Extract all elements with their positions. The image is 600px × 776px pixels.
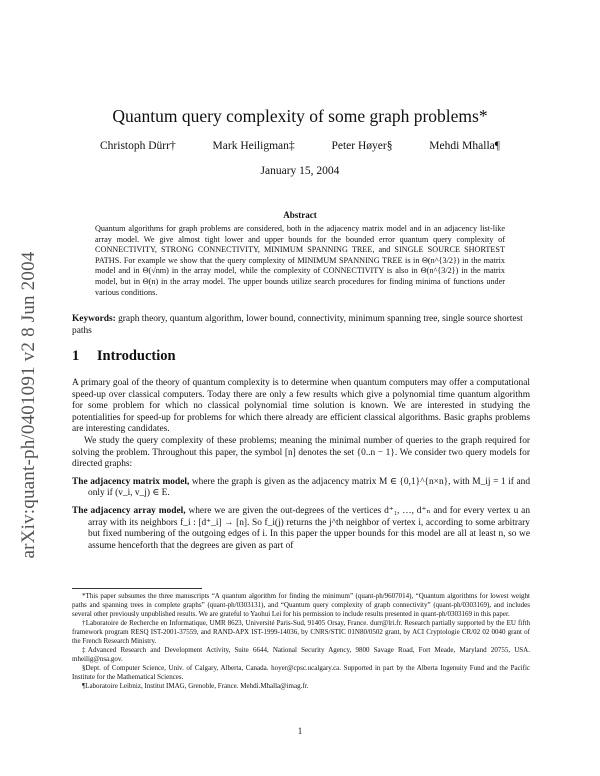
author-name: Mehdi Mhalla¶ [429, 140, 500, 152]
section-heading [72, 348, 176, 365]
paragraph: A primary goal of the theory of quantum complexity is to determine when quantum computers may offer a computational speed-up over classical computers. Today there are only a few results which give a polynomial time quantum algorithm for some problem for which no classical polynomial time solution is known. We are interested in studying the potentialities for speed-up for problems for which there already are efficient classical algorithms. Basic graphs problems are interesting candidates. [72, 378, 530, 435]
definition-label: The adjacency matrix model, [72, 476, 190, 487]
abstract-heading: Abstract [283, 210, 317, 220]
arxiv-side-label [8, 210, 50, 600]
footnote: †Laboratoire de Recherche en Informatique, UMR 8623, Université Paris-Sud, 91405 Orsay, France. durr@lri.fr. Research partially supported by the EU fifth framework program RESQ IST-2001-37559, and RAND-APX IST-1999-14036, by CNRS/STIC 01N80/0502 grant, by ACI Cryptologie CR/02 02 0040 grant of the French Research Ministry. [72, 619, 530, 645]
section-title: Introduction [96, 348, 176, 364]
footnote: §Dept. of Computer Science, Univ. of Calgary, Alberta, Canada. hoyer@cpsc.ucalgary.ca. Supported in part by the Alberta Ingenuity Fund and the Pacific Institute for the Mathematical Sciences. [72, 664, 530, 681]
footnote: ‡Advanced Research and Development Activity, Suite 6644, National Security Agency, 9800 Savage Road, Fort Meade, Maryland 20755, USA. mheilig@nsa.gov. [72, 646, 530, 663]
footnote: *This paper subsumes the three manuscripts “A quantum algorithm for finding the minimum” (quant-ph/9607014), “Quantum algorithms for lowest weight paths and spanning trees in complete graphs” (quant-ph/0303131), and “Quantum query complexity of graph connectivity” (quant-ph/0303169), and includes several other previously unpublished results. We are grateful to Yaohui Lei for his permission to include results presented in quant-ph/0303169 in this paper. [72, 592, 530, 618]
section-body [72, 378, 530, 552]
definition-matrix-model [72, 477, 530, 500]
arxiv-identifier: arXiv:quant-ph/0401091 v2 8 Jun 2004 [18, 251, 39, 559]
author-name: Mark Heiligman‡ [212, 140, 295, 152]
author-name: Christoph Dürr† [100, 140, 176, 152]
paper-title: Quantum query complexity of some graph problems* [112, 106, 488, 126]
definition-array-model [72, 506, 530, 552]
definition-text: where we are given the out-degrees of the vertices d⁺₁, …, d⁺ₙ and for every vertex u an array with its neighbors f_i : [d⁺_i] → [n]. So f_i(j) returns the j^th neighbor of vertex i, according to some arbitrary but fixed numbering of the outgoing edges of i. In this paper the upper bounds for this model are all at least n, so we assume henceforth that the degrees are given as part of [88, 505, 531, 551]
page-number: 1 [297, 726, 303, 736]
paragraph: We study the query complexity of these problems; meaning the minimal number of queries to the graph required for solving the problem. Throughout this paper, the symbol [n] denotes the set {0..n − 1}. We consider two query models for directed graphs: [72, 435, 530, 470]
keywords-text: graph theory, quantum algorithm, lower bound, connectivity, minimum spanning tree, single source shortest paths [72, 314, 523, 336]
author-list [100, 140, 500, 152]
footnote: ¶Laboratoire Leibniz, Institut IMAG, Grenoble, France. Mehdi.Mhalla@imag.fr. [82, 682, 309, 690]
definition-text: where the graph is given as the adjacency matrix M ∈ {0,1}^{n×n}, with M_ij = 1 if and only if (v_i, v_j) ∈ E. [88, 476, 531, 499]
author-name: Peter Høyer§ [331, 140, 393, 152]
keywords [72, 313, 530, 337]
section-number: 1 [72, 348, 80, 364]
footnote-rule [72, 588, 202, 589]
definition-label: The adjacency array model, [72, 505, 186, 516]
footnotes [72, 592, 530, 691]
abstract-text: Quantum algorithms for graph problems are considered, both in the adjacency matrix model and in an adjacency list-like array model. We give almost tight lower and upper bounds for the bounded error quantum query complexity of CONNECTIVITY, STRONG CONNECTIVITY, MINIMUM SPANNING TREE, and SINGLE SOURCE SHORTEST PATHS. For example we show that the query complexity of MINIMUM SPANNING TREE is in Θ(n^{3/2}) in the matrix model and in Θ(√nm) in the array model, while the complexity of CONNECTIVITY is also in Θ(n^{3/2}) in the matrix model, but in Θ(n) in the array model. The upper bounds utilize search procedures for finding minima of functions under various conditions. [95, 224, 505, 297]
paper-date: January 15, 2004 [260, 165, 340, 177]
keywords-label: Keywords: [72, 314, 116, 324]
